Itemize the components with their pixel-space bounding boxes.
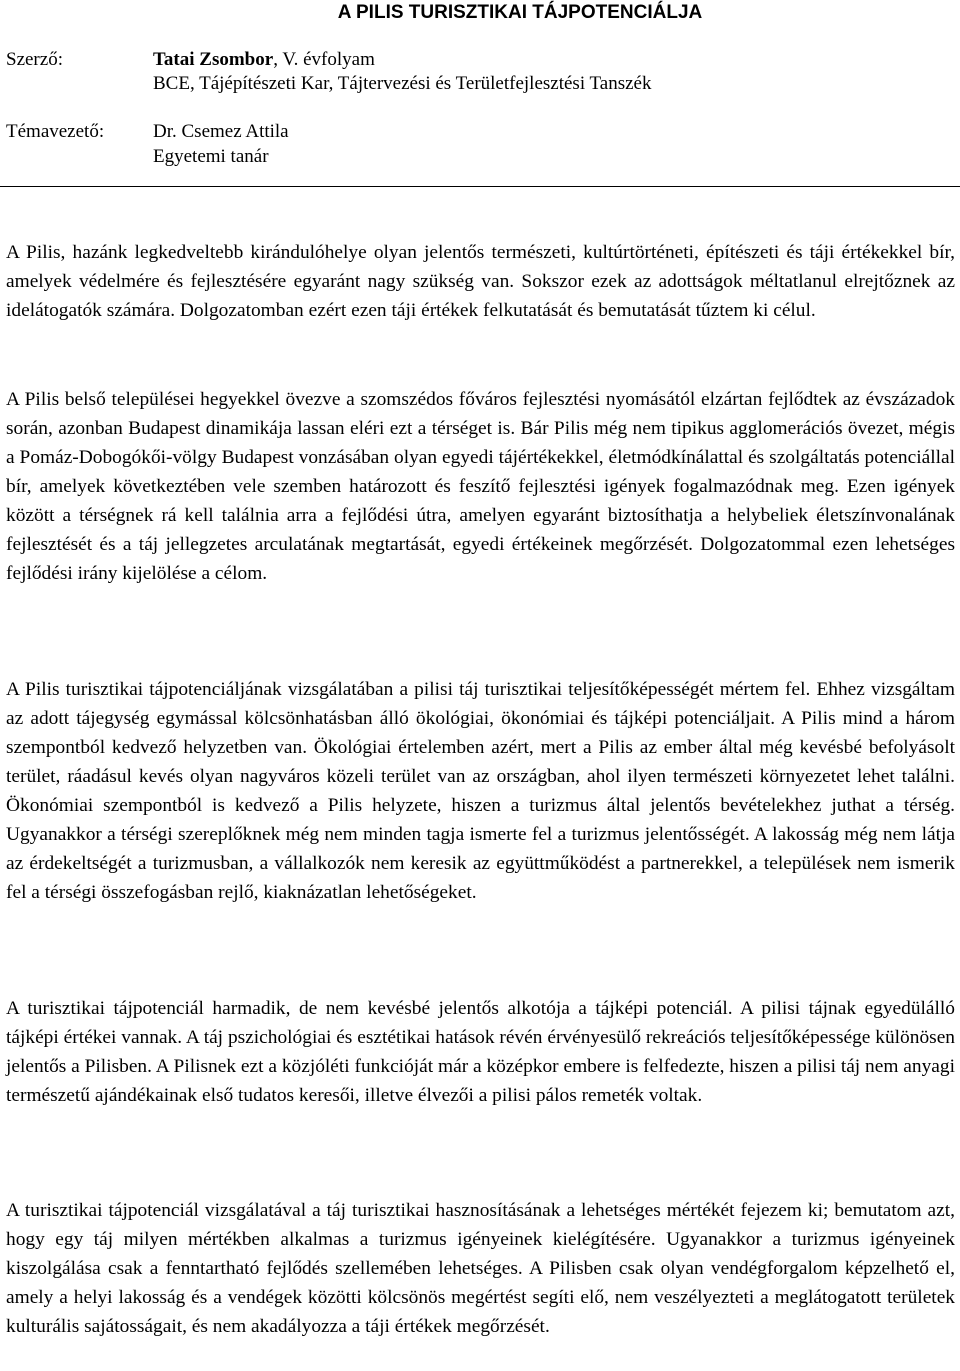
author-year: , V. évfolyam (273, 49, 375, 70)
paragraph-text: A turisztikai tájpotenciál harmadik, de nem kevésbé jelentős alkotója a tájképi potenciál. A pilisi tájnak egyedülálló tájképi értékei vannak. A táj pszichológiai és esztétikai hatások révén érvényesülő rekreációs teljesítőképessége különösen jelentős a Pilisben. A Pilisnek ezt a közjóléti funkcióját már a középkor embere is felfedezte, hiszen a pilisi táj nem anyagi természetű ajándékainak első tudatos keresői, illetve élvezői a pilisi pálos remeték voltak. (6, 998, 955, 1106)
paragraph-text: A Pilis, hazánk legkedveltebb kirándulóhelye olyan jelentős természeti, kultúrtörténeti, építészeti és táji értékekkel bír, amelyek védelmére és fejlesztésére egyaránt nagy szükség van. Sokszor ezek az adottságok méltatlanul elrejtőznek az idelátogatók számára. Dolgozatomban ezért ezen táji értékek felkutatását és bemutatását tűztem ki célul. (6, 242, 955, 321)
author-name: Tatai Zsombor (153, 49, 274, 70)
paragraph-2 (6, 385, 955, 588)
paragraph-text: A turisztikai tájpotenciál vizsgálatával a táj turisztikai hasznosításának a lehetséges mértékét fejezem ki; bemutatom azt, hogy egy táj milyen mértékben alkalmas a turizmus igényeinek kielégítésére. Ugyanakkor a turizmus igényeinek kiszolgálása csak a fenntartható fejlődés szellemében lehetséges. A Pilisben csak olyan vendégforgalom képzelhető el, amely a helyi lakosság és a vendégek közötti kölcsönös megértést segíti elő, nem veszélyezteti a meglátogatott területek kulturális sajátosságait, és nem akadályozza a táji értékek megőrzését. (6, 1200, 955, 1337)
paragraph-text: A Pilis turisztikai tájpotenciáljának vizsgálatában a pilisi táj turisztikai teljesítőképességét mértem fel. Ehhez vizsgáltam az adott tájegység egymással kölcsönhatásban álló ökológiai, ökonómiai és tájképi potenciáljait. A Pilis mind a három szempontból kedvező helyzetben van. Ökológiai értelemben azért, mert a Pilis az ember által még kevésbé befolyásolt terület, ráadásul kevés olyan nagyváros közeli terület van az országban, ahol ilyen természeti környezetet lehet találni. Ökonómiai szempontból is kedvező a Pilis helyzete, hiszen a turizmus által jelentős bevételekhez juthat a térség. Ugyanakkor a térségi szereplőknek még nem minden tagja ismerte fel a turizmus jelentősségét. A lakosság még nem látja az érdekeltségét a turizmusban, a vállalkozók nem keresik az együttműködést a partnerekkel, a települések nem ismerik fel a térségi összefogásban rejlő, kiaknázatlan lehetőségeket. (6, 679, 955, 903)
paragraph-4 (6, 994, 955, 1110)
supervisor-title: Egyetemi tanár (153, 146, 269, 167)
supervisor-label: Témavezető: (6, 121, 105, 142)
author-label: Szerző: (6, 49, 63, 70)
page-title: A PILIS TURISZTIKAI TÁJPOTENCIÁLJA (337, 2, 703, 23)
paragraph-1 (6, 238, 955, 325)
paragraph-5 (6, 1196, 955, 1341)
author-affiliation: BCE, Tájépítészeti Kar, Tájtervezési és Területfejlesztési Tanszék (153, 73, 652, 94)
paragraph-3 (6, 675, 955, 907)
supervisor-name: Dr. Csemez Attila (153, 121, 289, 142)
header-divider (0, 186, 960, 187)
author-line (153, 48, 375, 72)
paragraph-text: A Pilis belső települései hegyekkel övezve a szomszédos főváros fejlesztési nyomásától elzártan fejlődtek az évszázadok során, azonban Budapest dinamikája lassan eléri ezt a térséget is. Bár Pilis még nem tipikus agglomerációs övezet, mégis a Pomáz-Dobogókői-völgy Budapest vonzásában olyan egyedi tájértékekkel, életmódkínálattal és szolgáltatás potenciállal bír, amelyek következtében vele szemben határozott és feszítő fejlesztési igények fogalmazódnak meg. Ezen igények között a térségnek rá kell találnia arra a fejlődési útra, amelyen egyaránt biztosíthatja a helybeliek életszínvonalának fejlesztését és a táj jellegzetes arculatának megtartását, egyedi értékeinek megőrzését. Dolgozatommal ezen lehetséges fejlődési irány kijelölése a célom. (6, 389, 955, 584)
